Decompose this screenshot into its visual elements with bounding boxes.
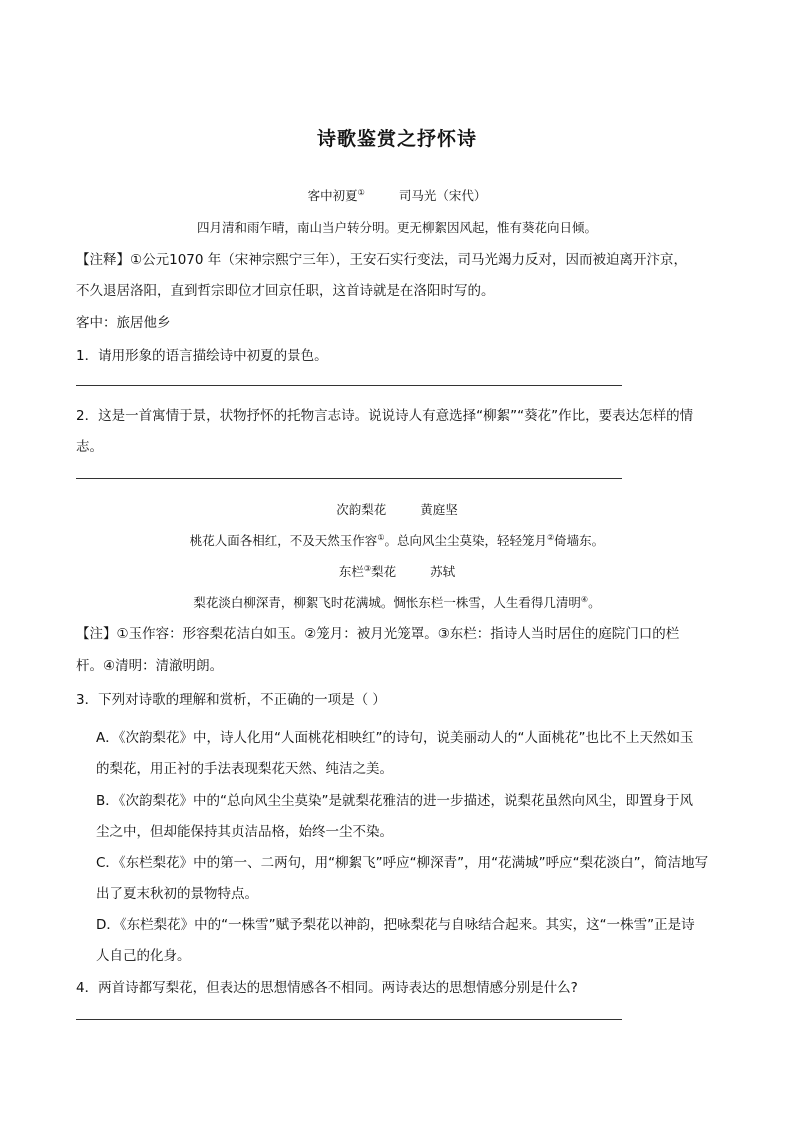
footnote-mark: ① xyxy=(377,532,385,542)
answer-line-1[interactable] xyxy=(76,385,622,386)
option-c-line2[interactable]: 出了夏末秋初的景物特点。 xyxy=(96,886,258,902)
note2-line1: 【注】①玉作容：形容梨花洁白如玉。②笼月：被月光笼罩。③东栏：指诗人当时居住的庭院门口的栏 xyxy=(76,626,680,642)
question-1: 1．请用形象的语言描绘诗中初夏的景色。 xyxy=(76,348,328,364)
poem2-text-part: 。总向风尘尘莫染，轻轻笼月 xyxy=(384,533,547,548)
poem3-text xyxy=(0,593,794,611)
option-a-line1[interactable]: A．《次韵梨花》中，诗人化用“人面桃花相映红”的诗句，说美丽动人的“人面桃花”也比不上天然如玉 xyxy=(96,730,694,746)
poem1-heading xyxy=(0,186,794,204)
poem3-heading xyxy=(0,562,794,580)
option-b-line2[interactable]: 尘之中，但却能保持其贞洁品格，始终一尘不染。 xyxy=(96,824,393,840)
question-3-stem: 3．下列对诗歌的理解和赏析，不正确的一项是（ ） xyxy=(76,692,386,708)
poem2-title: 次韵梨花 xyxy=(336,502,387,517)
note1-line1: 【注释】①公元1070 年（宋神宗熙宁三年），王安石实行变法，司马光竭力反对，因而被迫离开汴京， xyxy=(76,252,687,268)
footnote-mark: ④ xyxy=(580,594,589,604)
footnote-mark: ③ xyxy=(363,563,372,573)
answer-line-2[interactable] xyxy=(76,478,622,479)
footnote-mark: ② xyxy=(547,532,555,542)
option-a-line2[interactable]: 的梨花，用正衬的手法表现梨花天然、纯洁之美。 xyxy=(96,761,393,777)
poem3-title: 梨花 xyxy=(371,564,397,579)
poem2-text-part: 倚墙东。 xyxy=(554,533,605,548)
note1-line3: 客中：旅居他乡 xyxy=(76,315,171,331)
option-c-line1[interactable]: C．《东栏梨花》中的第一、二两句，用“柳絮飞”呼应“柳深青”，用“花满城”呼应“梨花淡白”，简洁地写 xyxy=(96,855,709,871)
note2-line2: 杆。④清明：清澈明朗。 xyxy=(76,658,224,674)
poem1-author: 司马光（宋代） xyxy=(398,188,487,203)
option-d-line1[interactable]: D．《东栏梨花》中的“一株雪”赋予梨花以神韵，把咏梨花与自咏结合起来。其实，这“一株雪”正是诗 xyxy=(96,917,695,933)
option-d-line2[interactable]: 人自己的化身。 xyxy=(96,948,191,964)
option-b-line1[interactable]: B．《次韵梨花》中的“总向风尘尘莫染”是就梨花雅洁的进一步描述，说梨花虽然向风尘，即置身于风 xyxy=(96,793,693,809)
question-2-line2: 志。 xyxy=(76,439,103,455)
note1-line2: 不久退居洛阳，直到哲宗即位才回京任职，这首诗就是在洛阳时写的。 xyxy=(76,283,495,299)
poem1-footnote-mark: ① xyxy=(357,187,365,197)
poem2-text xyxy=(0,531,794,549)
page-title: 诗歌鉴赏之抒怀诗 xyxy=(316,128,477,150)
answer-line-4[interactable] xyxy=(76,1019,622,1020)
question-2-line1: 2．这是一首寓情于景，状物抒怀的托物言志诗。说说诗人有意选择“柳絮”“葵花”作比，要表达怎样的情 xyxy=(76,408,694,424)
poem1-text: 四月清和雨乍晴，南山当户转分明。更无柳絮因风起，惟有葵花向日倾。 xyxy=(196,220,597,235)
poem2-heading xyxy=(0,500,794,518)
poem1-title: 客中初夏 xyxy=(307,188,358,203)
poem2-text-part: 桃花人面各相红，不及天然玉作容 xyxy=(189,533,378,548)
poem3-title: 东栏 xyxy=(338,564,364,579)
poem2-author: 黄庭坚 xyxy=(420,502,458,517)
poem3-text-part: 。 xyxy=(588,595,601,610)
poem3-text-part: 梨花淡白柳深青，柳絮飞时花满城。惆怅东栏一株雪，人生看得几清明 xyxy=(193,595,581,610)
question-4: 4．两首诗都写梨花，但表达的思想情感各不相同。两诗表达的思想情感分别是什么? xyxy=(76,980,578,996)
poem3-author: 苏轼 xyxy=(430,564,456,579)
